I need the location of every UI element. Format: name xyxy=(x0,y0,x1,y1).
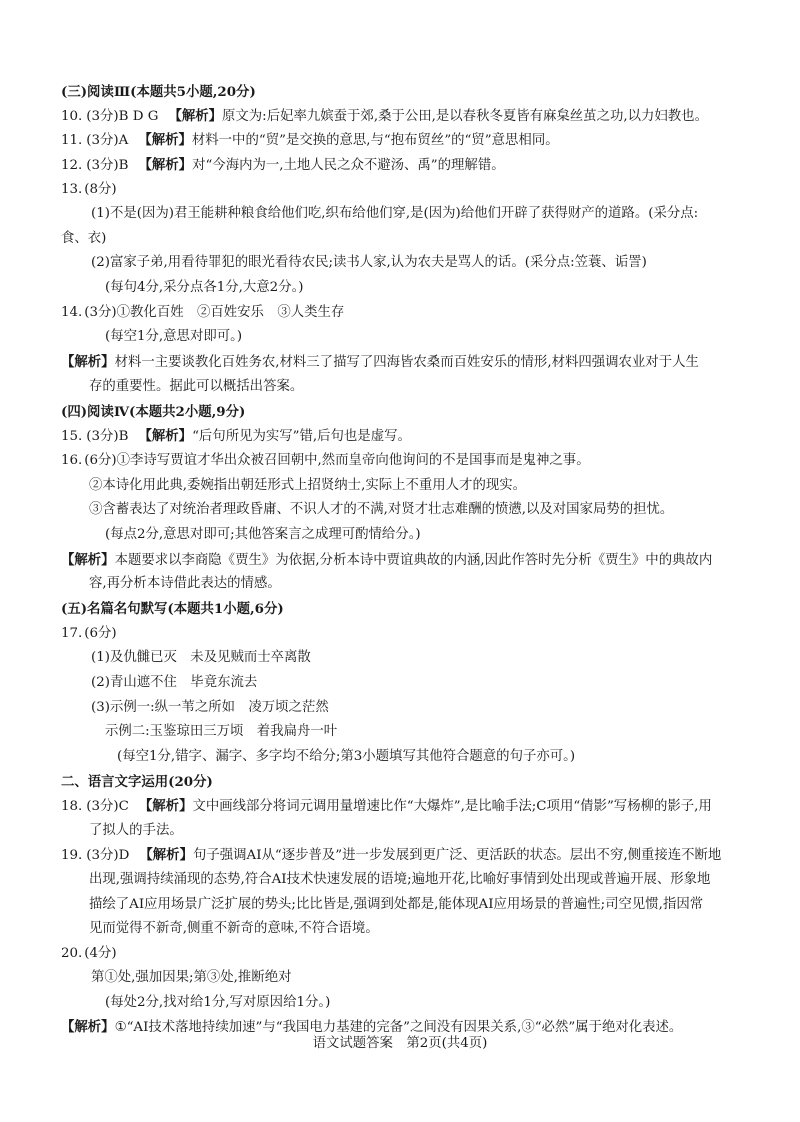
analysis-tag: 【解析】 xyxy=(61,354,115,370)
line-text: (4分) xyxy=(84,946,117,961)
analysis-tag: 【解析】 xyxy=(139,847,193,863)
line-text: (3分)①教化百姓 ②百姓安乐 ③人类生存 xyxy=(84,305,345,320)
line-text: (每点2分,意思对即可;其他答案言之成理可酌情给分。) xyxy=(105,527,421,542)
line-text: (3)示例一:纵一苇之所如 凌万顷之茫然 xyxy=(91,700,329,715)
line-text: “后句所见为实写”错,后句也是虚写。 xyxy=(192,429,411,444)
analysis-tag: 【解析】 xyxy=(138,157,193,173)
line-text: 容,再分析本诗借此表达的情感。 xyxy=(89,576,281,591)
line-text: 材料一中的“贸”是交换的意思,与“抱布贸丝”的“贸”意思相同。 xyxy=(191,133,559,148)
question-number: 12. xyxy=(61,158,83,173)
line-text: 示例二:玉鉴琼田三万顷 着我扁舟一叶 xyxy=(105,724,338,739)
question-number: 17. xyxy=(61,626,83,641)
section-heading xyxy=(61,599,284,619)
section-heading xyxy=(61,772,213,792)
answer-line xyxy=(61,796,712,817)
score-and-answer: (3分)A xyxy=(86,133,129,148)
question-number: 11. xyxy=(61,133,83,148)
answer-line xyxy=(61,229,106,249)
answer-line xyxy=(91,698,329,718)
line-text: 原文为:后妃率九嫔蚕于郊,桑于公田,是以春秋冬夏皆有麻枲丝茧之功,以力妇教也。 xyxy=(222,109,708,124)
line-text: 见而觉得不新奇,侧重不新奇的意味,不符合语境。 xyxy=(89,921,379,936)
answer-line xyxy=(61,130,559,151)
line-text: 材料一主要谈教化百姓务农,材料三了描写了四海皆农桑而百姓安乐的情形,材料四强调农业对于人生 xyxy=(114,355,699,370)
answer-line xyxy=(91,253,647,273)
answer-line xyxy=(61,451,590,471)
line-text: (6分)①李诗写贾谊才华出众被召回朝中,然而皇帝向他询问的不是国事而是鬼神之事。 xyxy=(84,453,590,468)
answer-line xyxy=(61,106,708,127)
line-text: 出现,强调持续涌现的态势,符合AI技术快速发展的语境;遍地开花,比喻好事情到处出现或普遍开展、形象地 xyxy=(89,872,711,887)
answer-line xyxy=(61,944,117,964)
score-and-answer: (3分)D xyxy=(86,848,130,863)
analysis-tag: 【解析】 xyxy=(138,798,193,814)
answer-line xyxy=(105,722,337,742)
line-text: (四)阅读Ⅳ(本题共2小题,9分) xyxy=(61,404,246,420)
line-text: (三)阅读Ⅲ(本题共5小题,20分) xyxy=(61,84,256,100)
section-heading xyxy=(61,402,245,422)
answer-line xyxy=(89,476,526,496)
answer-line xyxy=(61,624,117,644)
score-and-answer: (3分)B D G xyxy=(86,109,159,124)
line-text: (每句4分,采分点各1分,大意2分。) xyxy=(105,280,304,295)
score-and-answer: (3分)B xyxy=(86,429,129,444)
analysis-tag: 【解析】 xyxy=(168,108,223,124)
line-text: ①“AI技术落地持续加速”与“我国电力基建的完备”之间没有因果关系,③“必然”属于绝对化表述。 xyxy=(114,1020,683,1035)
answer-line xyxy=(91,648,311,668)
analysis-tag: 【解析】 xyxy=(138,132,192,148)
line-text: 本题要求以李商隐《贾生》为依据,分析本诗中贾谊典故的内涵,因此作答时先分析《贾生》中的典故内 xyxy=(114,553,713,568)
answer-line xyxy=(61,180,117,200)
question-number: 16. xyxy=(61,453,83,468)
section-heading xyxy=(61,82,256,102)
line-text: (2)富家子弟,用看待罪犯的眼光看待农民;读书人家,认为农夫是骂人的话。(采分点:笠蓑、诟詈) xyxy=(91,255,647,270)
line-text: 二、语言文字运用(20分) xyxy=(61,774,213,790)
answer-line xyxy=(91,673,257,693)
analysis-tag: 【解析】 xyxy=(61,1019,115,1035)
answer-line xyxy=(105,993,330,1013)
answer-line xyxy=(105,327,242,347)
answer-line xyxy=(61,550,712,571)
score-and-answer: (3分)C xyxy=(86,799,129,814)
answer-line xyxy=(89,821,183,841)
answer-line xyxy=(61,352,699,373)
question-number: 13. xyxy=(61,182,83,197)
answer-line xyxy=(89,895,703,915)
page-footer: 语文试题答案 第2页(共4页) xyxy=(312,1036,488,1051)
answer-line xyxy=(89,919,379,939)
question-number: 19. xyxy=(61,848,83,863)
line-text: 第①处,强加因果;第③处,推断绝对 xyxy=(91,970,292,985)
line-text: (8分) xyxy=(84,182,117,197)
answer-line xyxy=(105,525,421,545)
answer-line xyxy=(61,303,344,323)
line-text: 对“今海内为一,土地人民之众不避汤、禹”的理解错。 xyxy=(192,158,505,173)
line-text: ②本诗化用此典,委婉指出朝廷形式上招贤纳士,实际上不重用人才的现实。 xyxy=(89,478,527,493)
line-text: (每空1分,错字、漏字、多字均不给分;第3小题填写其他符合题意的句子亦可。) xyxy=(117,749,576,764)
answer-line xyxy=(105,278,304,298)
line-text: 食、衣) xyxy=(61,231,107,246)
line-text: (五)名篇名句默写(本题共1小题,6分) xyxy=(61,601,284,617)
question-number: 15. xyxy=(61,429,83,444)
line-text: (6分) xyxy=(84,626,117,641)
score-and-answer: (3分)B xyxy=(86,158,129,173)
line-text: ③含蓄表达了对统治者理政昏庸、不识人才的不满,对贤才壮志难酬的愤懑,以及对国家局势的担忧。 xyxy=(89,502,674,517)
question-number: 14. xyxy=(61,305,83,320)
answer-line xyxy=(61,155,505,176)
question-number: 20. xyxy=(61,946,83,961)
answer-line xyxy=(91,968,292,988)
line-text: (每处2分,找对给1分,写对原因给1分。) xyxy=(105,995,331,1010)
line-text: 了拟人的手法。 xyxy=(89,823,183,838)
line-text: 描绘了AI应用场景广泛扩展的势头;比比皆是,强调到处都是,能体现AI应用场景的普遍性;司空见惯,指因常 xyxy=(89,897,704,912)
line-text: (1)及仇雠已灭 未及见贼而士卒离散 xyxy=(91,650,311,665)
answer-line xyxy=(89,377,303,397)
answer-line xyxy=(61,426,411,447)
question-number: 10. xyxy=(61,109,83,124)
question-number: 18. xyxy=(61,799,83,814)
line-text: 文中画线部分将词元调用量增速比作“大爆炸”,是比喻手法;C项用“倩影”写杨柳的影子,用 xyxy=(192,799,712,814)
answer-line xyxy=(91,204,698,224)
answer-line xyxy=(117,747,575,767)
line-text: 句子强调AI从“逐步普及”进一步发展到更广泛、更活跃的状态。层出不穷,侧重接连不断地 xyxy=(192,848,722,863)
line-text: (1)不是(因为)君王能耕种粮食给他们吃,织布给他们穿,是(因为)给他们开辟了获得财产的道路。(采分点: xyxy=(91,206,699,221)
line-text: (2)青山遮不住 毕竟东流去 xyxy=(91,675,258,690)
answer-line xyxy=(89,870,710,890)
answer-line xyxy=(61,845,721,866)
answer-line xyxy=(89,500,673,520)
line-text: 存的重要性。据此可以概括出答案。 xyxy=(89,379,304,394)
analysis-tag: 【解析】 xyxy=(138,428,193,444)
analysis-tag: 【解析】 xyxy=(61,552,115,568)
line-text: (每空1分,意思对即可。) xyxy=(105,329,243,344)
answer-line xyxy=(89,574,281,594)
